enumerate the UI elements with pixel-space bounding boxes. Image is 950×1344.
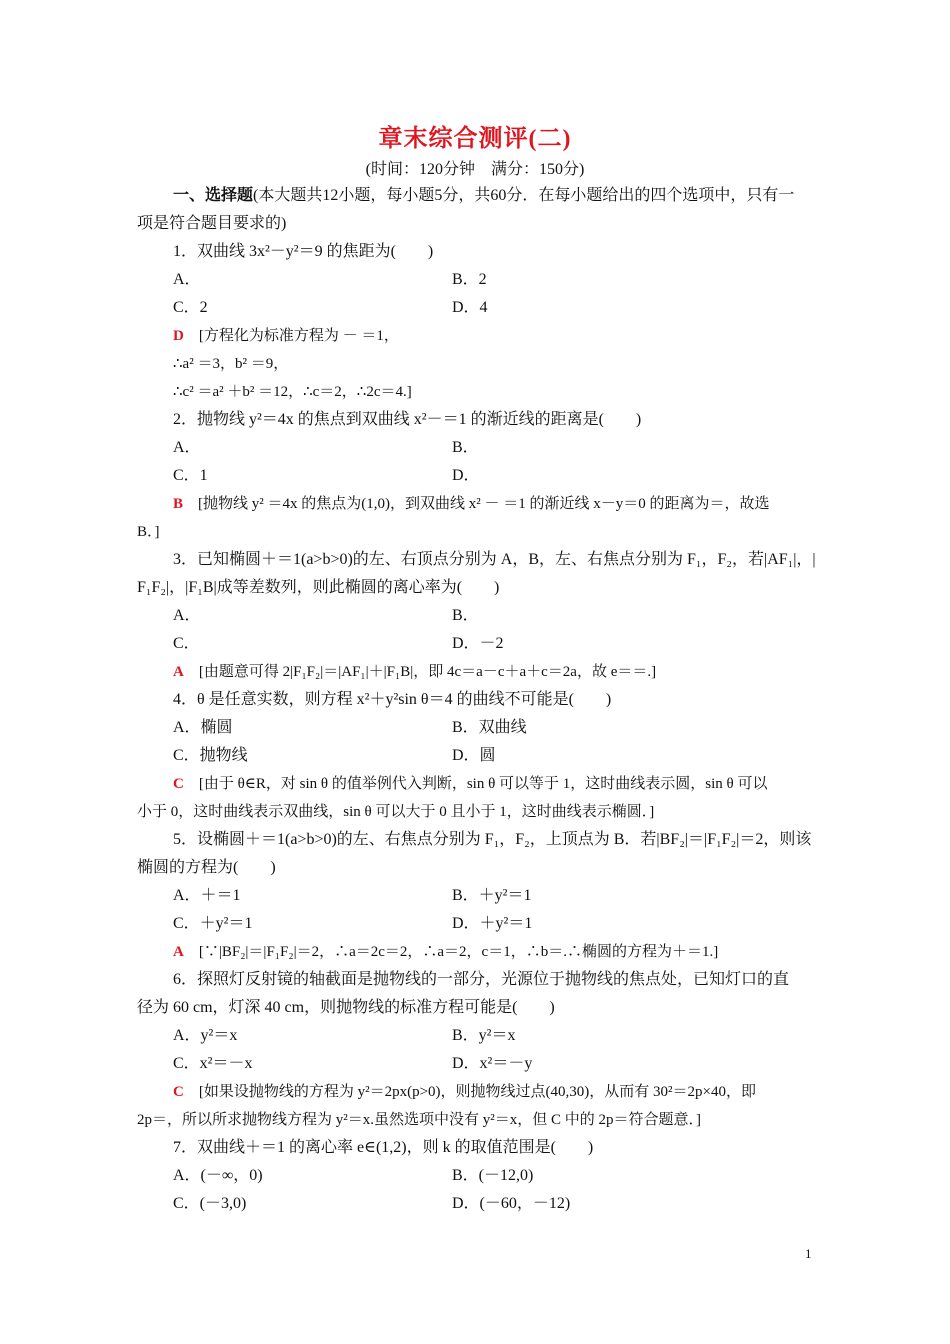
option-7a: A．(－∞，0) (173, 1167, 263, 1184)
option-7d: D．(－60，－12) (452, 1195, 571, 1212)
option-2c: C．1 (173, 467, 208, 484)
question-5-cont: 椭圆的方程为( ) (137, 859, 276, 876)
question-3-cont: F₁F₂|，|F₁B|成等差数列，则此椭圆的离心率为( ) (137, 579, 500, 596)
section-heading: 一、选择题 (173, 187, 254, 204)
answer-1: D [方程化为标准方程为 － ＝1， (173, 328, 399, 344)
question-5: 5．设椭圆＋＝1(a>b>0)的左、右焦点分别为 F₁，F₂，上顶点为 B．若|BF₂|＝|F₁F₂|＝2，则该 (173, 831, 812, 848)
answer-letter: C (173, 776, 184, 792)
question-2: 2．抛物线 y²＝4x 的焦点到双曲线 x²－＝1 的渐近线的距离是( ) (173, 411, 642, 428)
answer-letter: A (173, 944, 184, 960)
question-6-cont: 径为 60 cm，灯深 40 cm，则抛物线的标准方程可能是( ) (137, 999, 555, 1016)
page-title: 章末综合测评(二) (378, 126, 572, 152)
option-7c: C．(－3,0) (173, 1195, 247, 1212)
answer-letter: C (173, 1084, 184, 1100)
answer-4: C [由于 θ∈R，对 sin θ 的值举例代入判断，sin θ 可以等于 1，这时曲线表示圆，sin θ 可以 (173, 776, 768, 792)
question-7: 7．双曲线＋＝1 的离心率 e∈(1,2)，则 k 的取值范围是( ) (173, 1139, 594, 1156)
question-6: 6．探照灯反射镜的轴截面是抛物线的一部分，光源位于抛物线的焦点处，已知灯口的直 (173, 971, 790, 988)
option-5d: D．＋y²＝1 (452, 915, 533, 932)
question-1: 1．双曲线 3x²－y²＝9 的焦距为( ) (173, 243, 434, 260)
option-4a: A．椭圆 (173, 719, 233, 736)
answer-1-line3: ∴c² ＝a² ＋b² ＝12，∴c＝2，∴2c＝4.] (173, 384, 412, 400)
answer-6: C [如果设抛物线的方程为 y²＝2px(p>0)，则抛物线过点(40,30)，从而有 30²＝2p×40，即 (173, 1084, 757, 1100)
option-3c: C． (173, 635, 200, 652)
option-6b: B．y²＝x (452, 1027, 516, 1044)
section-intro-cont: 项是符合题目要求的) (137, 215, 287, 232)
question-3: 3．已知椭圆＋＝1(a>b>0)的左、右顶点分别为 A，B，左、右焦点分别为 F₁，F₂，若|AF₁|，| (173, 551, 816, 568)
page-subtitle: (时间：120分钟 满分：150分) (365, 161, 585, 178)
page-number: 1 (805, 1246, 812, 1261)
answer-1-line2: ∴a² ＝3，b² ＝9， (173, 356, 289, 372)
option-4c: C．抛物线 (173, 747, 248, 764)
section-intro: 一、选择题(本大题共12小题，每小题5分，共60分．在每小题给出的四个选项中，只有一 (173, 187, 795, 204)
option-6d: D．x²＝－y (452, 1055, 533, 1072)
option-7b: B．(－12,0) (452, 1167, 534, 1184)
option-5b: B．＋y²＝1 (452, 887, 532, 904)
option-2b: B． (452, 439, 479, 456)
answer-6-line2: 2p＝，所以所求抛物线方程为 y²＝x.虽然选项中没有 y²＝x，但 C 中的 2p＝符合题意．] (137, 1112, 701, 1128)
option-5c: C．＋y²＝1 (173, 915, 253, 932)
option-6a: A．y²＝x (173, 1027, 238, 1044)
option-2a: A． (173, 439, 201, 456)
answer-4-line2: 小于 0，这时曲线表示双曲线，sin θ 可以大于 0 且小于 1，这时曲线表示椭圆．] (137, 804, 655, 820)
option-4b: B．双曲线 (452, 719, 527, 736)
option-1c: C．2 (173, 299, 208, 316)
answer-2: B [抛物线 y² ＝4x 的焦点为(1,0)，到双曲线 x² － ＝1 的渐近线 x－y＝0 的距离为＝，故选 (173, 496, 770, 512)
option-3a: A． (173, 607, 201, 624)
option-1d: D．4 (452, 299, 488, 316)
option-4d: D．圆 (452, 747, 496, 764)
option-2d: D． (452, 467, 480, 484)
option-5a: A．＋＝1 (173, 887, 241, 904)
answer-3: A [由题意可得 2|F₁F₂|＝|AF₁|＋|F₁B|，即 4c＝a－c＋a＋c＝2a，故 e＝＝.] (173, 664, 657, 680)
option-3b: B． (452, 607, 479, 624)
option-6c: C．x²＝－x (173, 1055, 253, 1072)
answer-2-line2: B．] (137, 524, 160, 540)
answer-letter: D (173, 328, 184, 344)
option-1b: B．2 (452, 271, 487, 288)
answer-letter: B (173, 496, 184, 512)
question-4: 4．θ 是任意实数，则方程 x²＋y²sin θ＝4 的曲线不可能是( ) (173, 691, 612, 708)
option-3d: D．－2 (452, 635, 504, 652)
option-1a: A． (173, 271, 201, 288)
answer-letter: A (173, 664, 184, 680)
answer-5: A [∵|BF₂|＝|F₁F₂|＝2，∴a＝2c＝2，∴a＝2，c＝1，∴b＝.∴椭圆的方程为＋＝1.] (173, 944, 719, 960)
